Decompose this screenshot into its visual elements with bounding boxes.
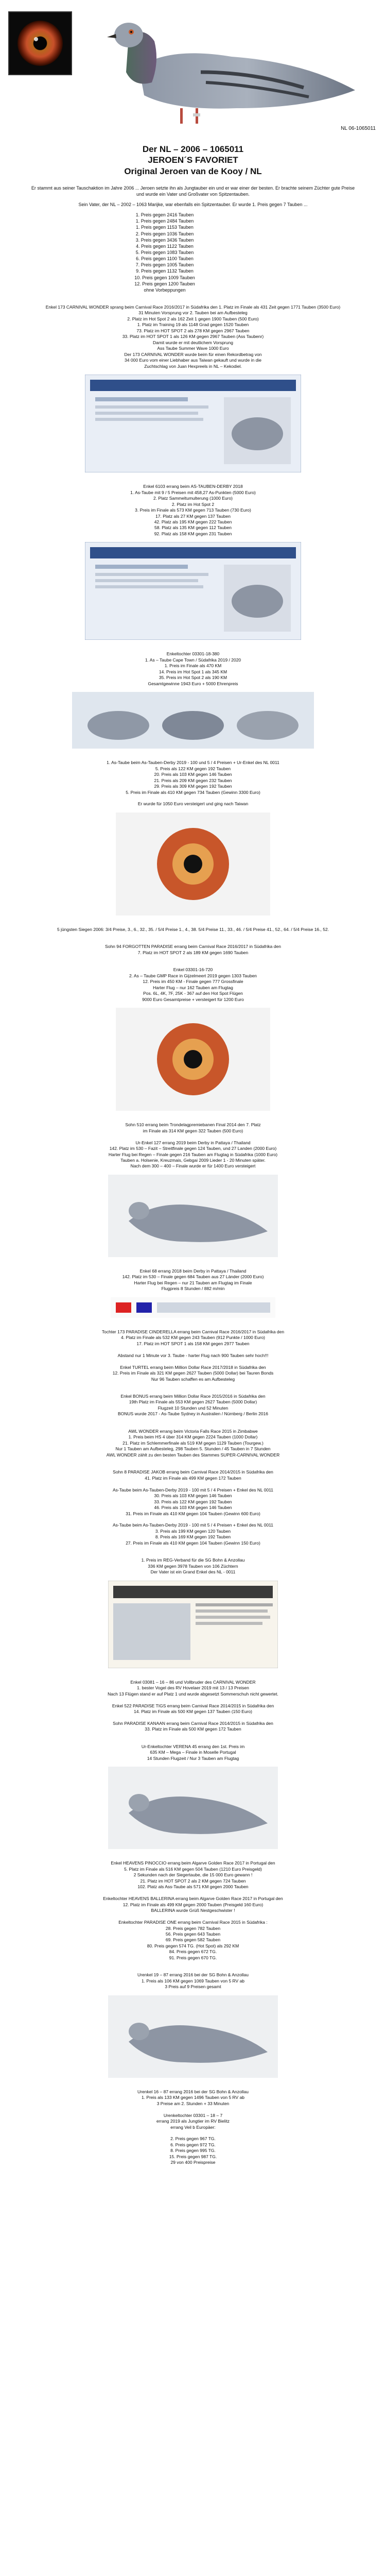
ring-number: NL 06-1065011 <box>341 126 376 131</box>
section-17 <box>0 1860 386 1961</box>
pigeon-photo-image <box>0 1767 386 1849</box>
section-text: Enkel 03301-16-720 2. As – Taube GMP Race in Gijzelmeert 2019 gegen 1303 Tauben 12. Preis im 450 KM - Finale gegen 777 Grossfinale Harter Flug – nur 162 Tauben am Flugtag Pos. 6L, 4K, 7F, 25K - 367 auf den Hot Spot Flügen 9000 Euro Gesamtpreise + versteigert für 1200 Euro <box>129 967 257 1002</box>
pigeon-portrait <box>67 5 365 134</box>
section-text: Enkel 03081 – 16 – 86 und Vollbruder des CARNIVAL WONDER 1. bester Vogel des RV Hovelaer 2019 mit 13 / 13 Preisen Nach 13 Flügen stand er auf Platz 1 und wurde abgesetzt Sommerschuh nicht gewertet. Enkel 522 PARADISE TIGS errang beim Carnival Race 2014/2015 in Südafrika den 14. Platz im Finale als 500 KM gegen 137 Tauben (150 Euro) Sohn PARADISE KANAAN errang beim Carnival Race 2014/2015 in Südafrika den 33. Platz im Finale als 500 KM gegen 172 Tauben <box>108 1679 278 1732</box>
section-text: Enkel BONUS errang beim Million Dollar Race 2015/2016 in Südafrika den 19th Platz im Finale als 553 KM gegen 2627 Tauben (5000 Dollar) Flugzeit 10 Stunden und 52 Minuten BONUS wurde 2017 - As-Taube Sydney in Australien / Nürnberg / Berlin 2016 <box>118 1394 268 1417</box>
intro-paragraph-1: Er stammt aus seiner Tauschaktion im Jahre 2006 ... Jeroen setzte ihn als Jungtauber ein und er war einer der besten. Er brachte seinem Züchter gute Preise und wurde ein Vater und Großvater von Spitzentauben. <box>31 185 355 197</box>
section-7 <box>0 967 386 1111</box>
section-text: Enkel 68 errang 2018 beim Derby in Pattaya / Thailand 142. Platz im 530 – Finale gegen 684 Tauben aus 27 Länder (2000 Euro) Harter Flug bei Regen – nur 21 Tauben am Flugtag im Finale Flugpreis 8 Stunden / 882 m/min <box>122 1268 264 1292</box>
hero-image <box>5 5 381 137</box>
sections-container <box>0 304 386 2166</box>
section-text: AWL WONDER errang beim Victoria Falls Race 2015 in Zimbabwe 1. Preis beim HS 4 über 314 KM gegen 2224 Tauben (1000 Dollar) 21. Platz im Schlemmerfinale als 519 KM gegen 1129 Tauben (Tourgew.) Nur 1 Tauben am Aufbesteleg, 298 Tauben 5. Stunden / 45 Tauben in 7 Stunden AWL WONDER zählt zu den besten Tauben des Stammes SUPER-CARNIVAL WONDER <box>106 1428 280 1458</box>
section-1 <box>0 304 386 472</box>
result-item: 1. Preis gegen 2416 Tauben <box>135 212 194 218</box>
pigeon-head-image <box>0 1008 386 1111</box>
pigeons-row-image <box>0 692 386 749</box>
section-text: Enkel HEAVENS PINOCCIO errang beim Algarve Golden Race 2017 in Portugal den 5. Platz im Finale als 516 KM gegen 504 Tauben (1210 Euro Preisgeld) 2 Sekunden nach der Siegertaube, die 15 000 Euro gewann ! 21. Platz im HOT SPOT 2 als 2 KM gegen 724 Tauben 102. Platz als Ass-Taube als 571 KM gegen 2000 Tauben Enkeltochter HEAVENS BALLERINA errang beim Algarve Golden Race 2017 in Portugal den 12. Platz im Finale als 499 KM gegen 2000 Tauben (Preisgeld 160 Euro) BALLERINA wurde Grüß Nestgeschwister ! Enkeltochter PARADISE ONE errang beim Carnival Race 2015 in Südafrika : 28. Preis gegen 782 Tauben 56. Preis gegen 643 Tauben 69. Preis gegen 582 Tauben 80. Preis gegen 574 TG. (Hot Spot) als 292 KM 84. Preis gegen 672 TG. 91. Preis gegen 670 TG. <box>103 1860 283 1960</box>
section-text: 5 jüngsten Siegen 2006: 3/4 Preise, 3., 6., 32., 35. / 5/4 Preise 1., 4., 38. 5/4 Preise 11., 33., 46. / 5/4 Preise 41., 52., 64. / 5/4 Preise 16., 52. <box>57 926 329 932</box>
result-item: 5. Preis gegen 1083 Tauben <box>135 250 194 256</box>
result-item: 3. Preis gegen 3436 Tauben <box>135 237 194 243</box>
section-12 <box>0 1429 386 1458</box>
section-3 <box>0 651 386 749</box>
page-title <box>0 144 386 177</box>
section-16 <box>0 1744 386 1849</box>
result-item: 1. Preis gegen 2484 Tauben <box>135 218 194 224</box>
section-text: Enkel 6103 errang beim AS-TAUBEN-DERBY 2018 1. As-Taube mit 9 / 5 Preisen mit 458,27 As-Punkten (5000 Euro) 2. Platz Sammeltumulterung (1000 Euro) 2. Platz im Hot Spot 2 3. Preis im Finale als 573 KM gegen 713 Tauben (730 Euro) 17. Platz als 27 KM gegen 137 Tauben 42. Platz als 195 KM gegen 222 Tauben 58. Platz als 135 KM gegen 112 Tauben 92. Platz als 158 KM gegen 231 Tauben <box>130 484 256 536</box>
section-text: Enkeltochter 03301-18-380 1. As – Taube Cape Town / Südafrika 2019 / 2020 1. Preis im Finale als 470 KM 14. Preis im Hot Spot 1 als 345 KM 35. Preis im Hot Spot 2 als 190 KM Gesamtgewinne 1943 Euro + 5000 Ehrenpreis <box>145 651 241 686</box>
section-8 <box>0 1122 386 1257</box>
section-text: Sohn 8 PARADISE JAKOB errang beim Carnival Race 2014/2015 in Südafrika den 41. Platz im Finale als 499 KM gegen 172 Tauben As-Taube beim As-Tauben-Derby 2019 - 100 mit 5 / 4 Preisen + Enkel des NL 0011 30. Preis als 103 KM gegen 146 Tauben 33. Preis als 122 KM gegen 192 Tauben 46. Preis als 103 KM gegen 146 Tauben 31. Preis im Finale als 410 KM gegen 104 Tauben (Gewinn 600 Euro) As-Taube beim As-Tauben-Derby 2019 - 100 mit 5 / 4 Preisen + Enkel des NL 0011 3. Preis als 199 KM gegen 120 Tauben 8. Preis als 169 KM gegen 192 Tauben 27. Preis im Finale als 410 KM gegen 104 Tauben (Gewinn 150 Euro) <box>112 1469 274 1546</box>
section-5 <box>0 927 386 933</box>
pigeon-eye-image <box>0 812 386 916</box>
result-item: 4. Preis gegen 1122 Tauben <box>136 243 194 249</box>
newspaper-clipping-image <box>0 1581 386 1668</box>
title-line-3: Original Jeroen van de Kooy / NL <box>124 166 262 176</box>
section-text: Sohn 510 errang beim Trondelagpremiebanen Final 2014 den 7. Platz im Finale als 314 KM gegen 322 Tauben (500 Euro) Ur-Enkel 127 errang 2019 beim Derby in Pattaya / Thailand 142. Platz im 530 – Fazit – Streitfinale gegen 124 Tauben, und 27 Landen (2000 Euro) Harter Flug bei Regen – Finale gegen 216 Tauben am Flugtag in Südafrika (1000 Euro) Tauben a. Holsenie, Kreuzmais, Gebgai 2009 Lieder 1 - 20 Minuten später. Nach dem 300 – 400 – Finale wurde er für 1400 Euro versteigert <box>108 1122 278 1169</box>
result-item: 7. Preis gegen 1005 Tauben <box>135 262 194 268</box>
result-item: 10. Preis gegen 1009 Tauben <box>134 275 195 280</box>
result-item: 9. Preis gegen 1132 Tauben <box>136 268 194 274</box>
intro-results-list <box>0 212 329 293</box>
section-13 <box>0 1469 386 1546</box>
result-item: ohne Vorbeppungen <box>144 287 186 293</box>
section-text: Sohn 94 FORGOTTEN PARADISE errang beim Carnival Race 2016/2017 in Südafrika den 7. Platz im HOT SPOT 2 als 189 KM gegen 1690 Tauben <box>105 944 281 955</box>
section-19 <box>0 2089 386 2166</box>
eye-icon <box>9 12 71 74</box>
intro-paragraph-2: Sein Vater, der NL – 2002 – 1063 Marijke, war ebenfalls ein Spitzentauber. Er wurde 1. Preis gegen 7 Tauben ... <box>78 202 308 208</box>
section-14 <box>0 1557 386 1668</box>
result-item: 2. Preis gegen 1036 Tauben <box>135 231 194 236</box>
section-11 <box>0 1394 386 1417</box>
result-item: 6. Preis gegen 1100 Tauben <box>136 256 194 262</box>
section-10 <box>0 1329 386 1382</box>
section-text: Tochter 173 PARADISE CINDERELLA errang beim Carnival Race 2016/2017 in Südafrika den 4. Platz im Finale als 532 KM gegen 243 Tauben (912 Punkte / 1000 Euro) 17. Platz im HOT SPOT 1 als 158 KM gegen 2977 Tauben Abstand nur 1 Minute vor 3. Taube - harter Flug nach 900 Tauben sehr hoch!!! Enkel TURTEL errang beim Million Dollar Race 2017/2018 in Südafrika den 12. Preis im Finale als 321 KM gegen 2627 Tauben (5000 Dollar) bei Tauren Bonds Nur 96 Tauben schaffen es am Aufbesteleg <box>101 1329 285 1382</box>
certificate-image <box>0 375 386 472</box>
result-item: 1. Preis gegen 1153 Tauben <box>136 225 194 230</box>
title-line-2: JEROEN´S FAVORIET <box>148 155 238 165</box>
section-text: 1. Preis im REG-Verband für die SG Bohn & Anzollau 336 KM gegen 3978 Tauben von 106 Züchtern Der Vater ist ein Grand Enkel des NL - 0011 <box>141 1557 245 1575</box>
eye-photo <box>8 11 72 75</box>
section-18 <box>0 1972 386 2077</box>
award-image <box>0 542 386 640</box>
section-6 <box>0 944 386 956</box>
section-15 <box>0 1680 386 1733</box>
section-9 <box>0 1268 386 1318</box>
section-text: Urenkel 16 – 87 errang 2016 bei der SG Bohn & Anzollau 1. Preis als 133 KM gegen 1496 Tauben von 5 RV ab 3 Preise am 2. Stunden + 33 Minuten Urenkeltochter 03301 – 18 – 7 errang 2019 als Jungtier im RV Bielitz errang Veil b Europäer: 2. Preis gegen 967 TG. 6. Preis gegen 972 TG. 8. Preis gegen 995 TG. 15. Preis gegen 987 TG. 29 von 400 Preispreise <box>137 2089 249 2165</box>
pigeon-photo-image <box>0 1995 386 2078</box>
section-text: Urenkel 19 – 87 errang 2016 bei der SG Bohn & Anzollau 1. Preis als 106 KM gegen 1069 Tauben von 5 RV ab 3 Preis auf 9 Preisen gesamt <box>137 1972 249 1990</box>
flag-banner-image <box>0 1297 386 1318</box>
pigeon-photo-image <box>0 1175 386 1257</box>
title-line-1: Der NL – 2006 – 1065011 <box>142 144 244 154</box>
result-item: 12. Preis gegen 1200 Tauben <box>134 281 195 286</box>
section-2 <box>0 484 386 640</box>
section-text: Enkel 173 CARNIVAL WONDER sprang beim Carnival Race 2016/2017 in Südafrika den 1. Platz im Finale als 431 Zeit gegen 1771 Tauben (3500 Euro) 31 Minuten Vorsprung vor 2. Tauben bei am Aufbesteleg 2. Platz im Hot Spot 2 als 162 Zeit 1 gegen 1900 Tauben (500 Euro) 1. Platz im Training 19 als 1148 Grad gegen 1520 Tauben 73. Platz im HOT SPOT 2 als 278 KM gegen 2967 Tauben 33. Platz im HOT SPOT 1 als 126 KM gegen 2967 Tauben (Ass Taubenr) Damit wurde er mit deutlichem Vorsprung Ass Taube Summer Wave 1000 Euro Der 173 CARNIVAL WONDER wurde beim für einen Rekordbetrag von 34 000 Euro vom einer Liebhaber aus Taiwan gekauft und wurde in die Zuchtschlag von Juan Hexpreels in NL – Kekodiel. <box>45 304 341 369</box>
section-text: Ur-Enkeltochter VERENA 45 errang den 1st. Preis im 635 KM – Mega – Finale in Moselle Portugal 14 Stunden Flugzeit / Nur 3 Tauben am Flugtag <box>141 1743 245 1761</box>
section-text: 1. As-Taube beim As-Tauben-Derby 2019 - 100 und 5 / 4 Preisen + Ur-Enkel des NL 0011 5. Preis als 122 KM gegen 192 Tauben 20. Preis als 103 KM gegen 146 Tauben 21. Preis als 209 KM gegen 232 Tauben 29. Preis als 309 KM gegen 192 Tauben 5. Preis im Finale als 410 KM gegen 734 Tauben (Gewinn 3300 Euro) Er wurde für 1050 Euro versteigert und ging nach Taiwan <box>107 760 279 807</box>
section-4 <box>0 760 386 916</box>
